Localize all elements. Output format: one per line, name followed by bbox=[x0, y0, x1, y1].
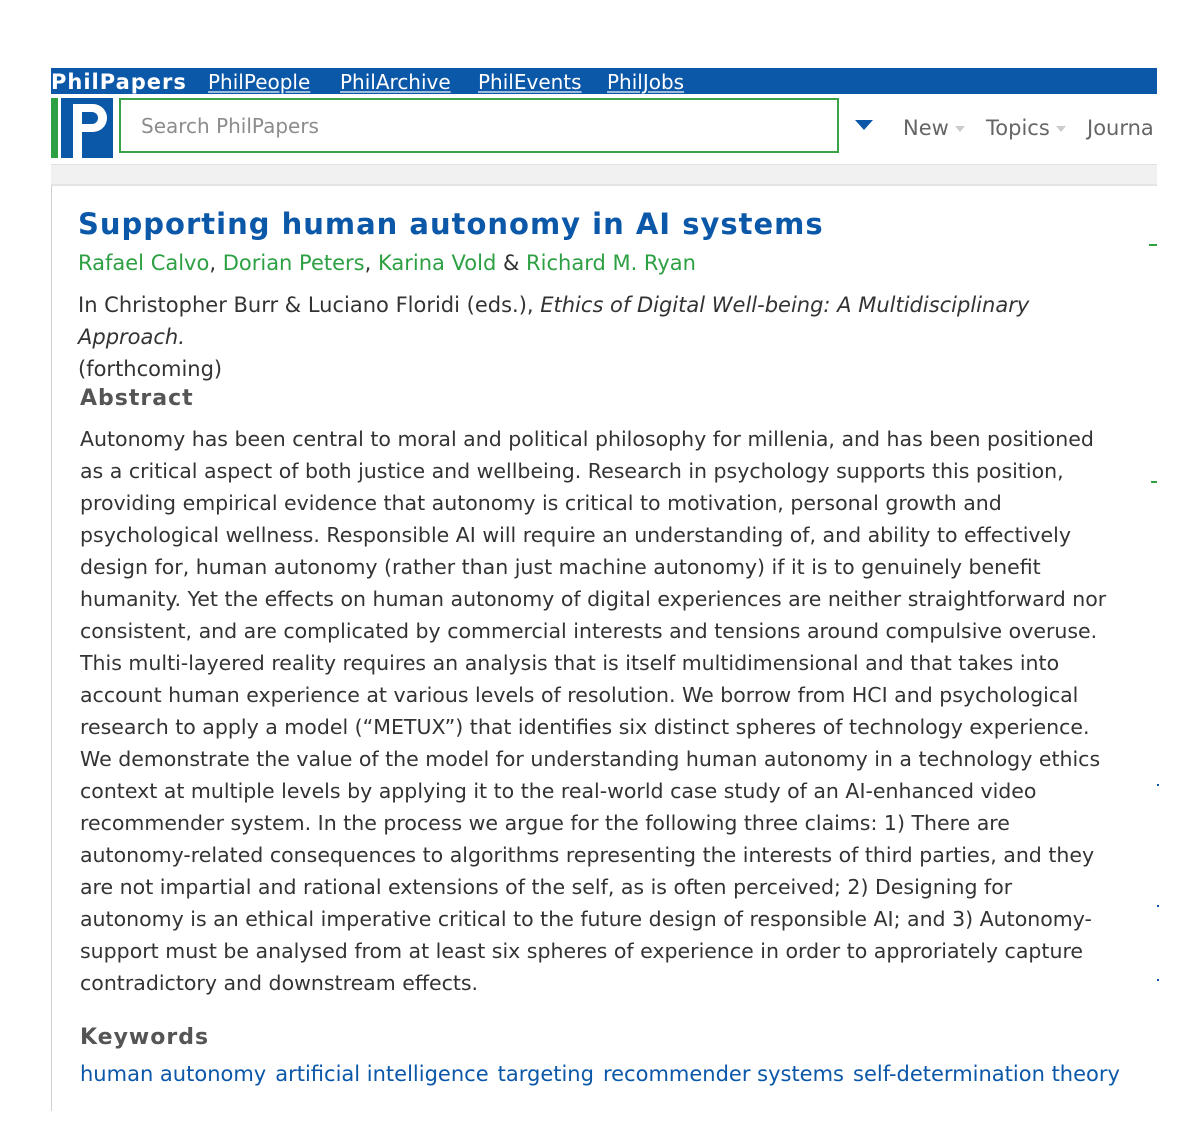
keyword-link[interactable]: artificial intelligence bbox=[275, 1062, 489, 1086]
abstract-line: Autonomy has been central to moral and political philosophy for millenia, and has been positioned bbox=[80, 427, 1094, 451]
publication-editors: In Christopher Burr & Luciano Floridi (eds.), bbox=[78, 293, 541, 317]
author-link[interactable]: Richard M. Ryan bbox=[526, 251, 696, 275]
chevron-down-icon bbox=[1056, 126, 1066, 132]
publication-info bbox=[78, 289, 1138, 385]
nav-topics[interactable] bbox=[986, 116, 1066, 140]
sidebar-fragment bbox=[1157, 784, 1159, 786]
abstract-line: autonomy-related consequences to algorithms representing the interests of third parties, and they bbox=[80, 843, 1095, 867]
chevron-down-icon bbox=[955, 126, 965, 132]
keyword-link[interactable]: recommender systems bbox=[602, 1062, 845, 1086]
site-nav-bar bbox=[51, 68, 1157, 94]
sidebar-fragment bbox=[1157, 979, 1159, 981]
abstract-line: research to apply a model (“METUX”) that identifies six distinct spheres of technology experience. bbox=[80, 715, 1090, 739]
philpapers-logo-icon[interactable] bbox=[51, 98, 113, 158]
sidebar-fragment bbox=[1149, 244, 1157, 246]
header-divider bbox=[51, 164, 1157, 186]
search-input[interactable] bbox=[119, 98, 839, 153]
keyword-link[interactable]: human autonomy bbox=[80, 1062, 267, 1086]
abstract-line: providing empirical evidence that autonomy is critical to motivation, personal growth and bbox=[80, 491, 1002, 515]
abstract-line: recommender system. In the process we argue for the following three claims: 1) There are bbox=[80, 811, 1010, 835]
keyword-list bbox=[80, 1062, 1129, 1086]
philarchive-link[interactable]: PhilArchive bbox=[340, 70, 451, 94]
paper-title[interactable]: Supporting human autonomy in AI systems bbox=[78, 207, 824, 241]
author-link[interactable]: Dorian Peters bbox=[222, 251, 365, 275]
philpapers-brand-link[interactable]: PhilPapers bbox=[51, 70, 187, 94]
nav-journals[interactable]: Journa bbox=[1087, 116, 1154, 140]
abstract-line: consistent, and are complicated by commercial interests and tensions around compulsive overuse. bbox=[80, 619, 1098, 643]
author-separator: , bbox=[364, 251, 378, 275]
abstract-line: This multi-layered reality requires an analysis that is itself multidimensional and that takes into bbox=[80, 651, 1060, 675]
nav-topics-label: Topics bbox=[986, 116, 1050, 140]
nav-new-label: New bbox=[903, 116, 949, 140]
abstract-line: autonomy is an ethical imperative critical to the future design of responsible AI; and 3) Autonomy- bbox=[80, 907, 1092, 931]
author-link[interactable]: Rafael Calvo bbox=[78, 251, 210, 275]
keyword-link[interactable]: self-determination theory bbox=[853, 1062, 1120, 1086]
author-separator: , bbox=[209, 251, 223, 275]
abstract-text bbox=[80, 423, 1125, 999]
header bbox=[51, 94, 1157, 164]
abstract-line: We demonstrate the value of the model for understanding human autonomy in a technology ethics bbox=[80, 747, 1101, 771]
philjobs-link[interactable]: PhilJobs bbox=[607, 70, 685, 94]
abstract-line: context at multiple levels by applying it to the real-world case study of an AI-enhanced video bbox=[80, 779, 1037, 803]
sidebar-fragment bbox=[1157, 905, 1159, 907]
keywords-heading: Keywords bbox=[80, 1025, 210, 1050]
abstract-line: humanity. Yet the effects on human autonomy of digital experiences are neither straightforward nor bbox=[80, 587, 1107, 611]
abstract-line: account human experience at various levels of resolution. We borrow from HCI and psychological bbox=[80, 683, 1079, 707]
publication-status: (forthcoming) bbox=[78, 357, 223, 381]
abstract-line: psychological wellness. Responsible AI will require an understanding of, and ability to effectively bbox=[80, 523, 1071, 547]
keyword-link[interactable]: targeting bbox=[497, 1062, 594, 1086]
philpeople-link[interactable]: PhilPeople bbox=[208, 70, 311, 94]
author-link[interactable]: Karina Vold bbox=[377, 251, 497, 275]
abstract-line: are not impartial and rational extensions of the self, as is often perceived; 2) Designing for bbox=[80, 875, 1013, 899]
abstract-line: design for, human autonomy (rather than just machine autonomy) if it is to genuinely benefit bbox=[80, 555, 1041, 579]
philevents-link[interactable]: PhilEvents bbox=[478, 70, 582, 94]
author-list bbox=[78, 251, 696, 275]
book-title: Ethics of Digital Well-being: A Multidisciplinary Approach. bbox=[78, 293, 1030, 349]
content-left-border bbox=[51, 186, 52, 1111]
author-separator: & bbox=[496, 251, 527, 275]
abstract-heading: Abstract bbox=[80, 386, 194, 411]
abstract-line: contradictory and downstream effects. bbox=[80, 971, 479, 995]
search-options-dropdown-icon[interactable] bbox=[855, 120, 873, 130]
abstract-line: support must be analysed from at least six spheres of experience in order to approriately capture bbox=[80, 939, 1084, 963]
sidebar-fragment bbox=[1151, 481, 1157, 483]
abstract-line: as a critical aspect of both justice and wellbeing. Research in psychology supports this position, bbox=[80, 459, 1064, 483]
nav-new[interactable] bbox=[903, 116, 965, 140]
